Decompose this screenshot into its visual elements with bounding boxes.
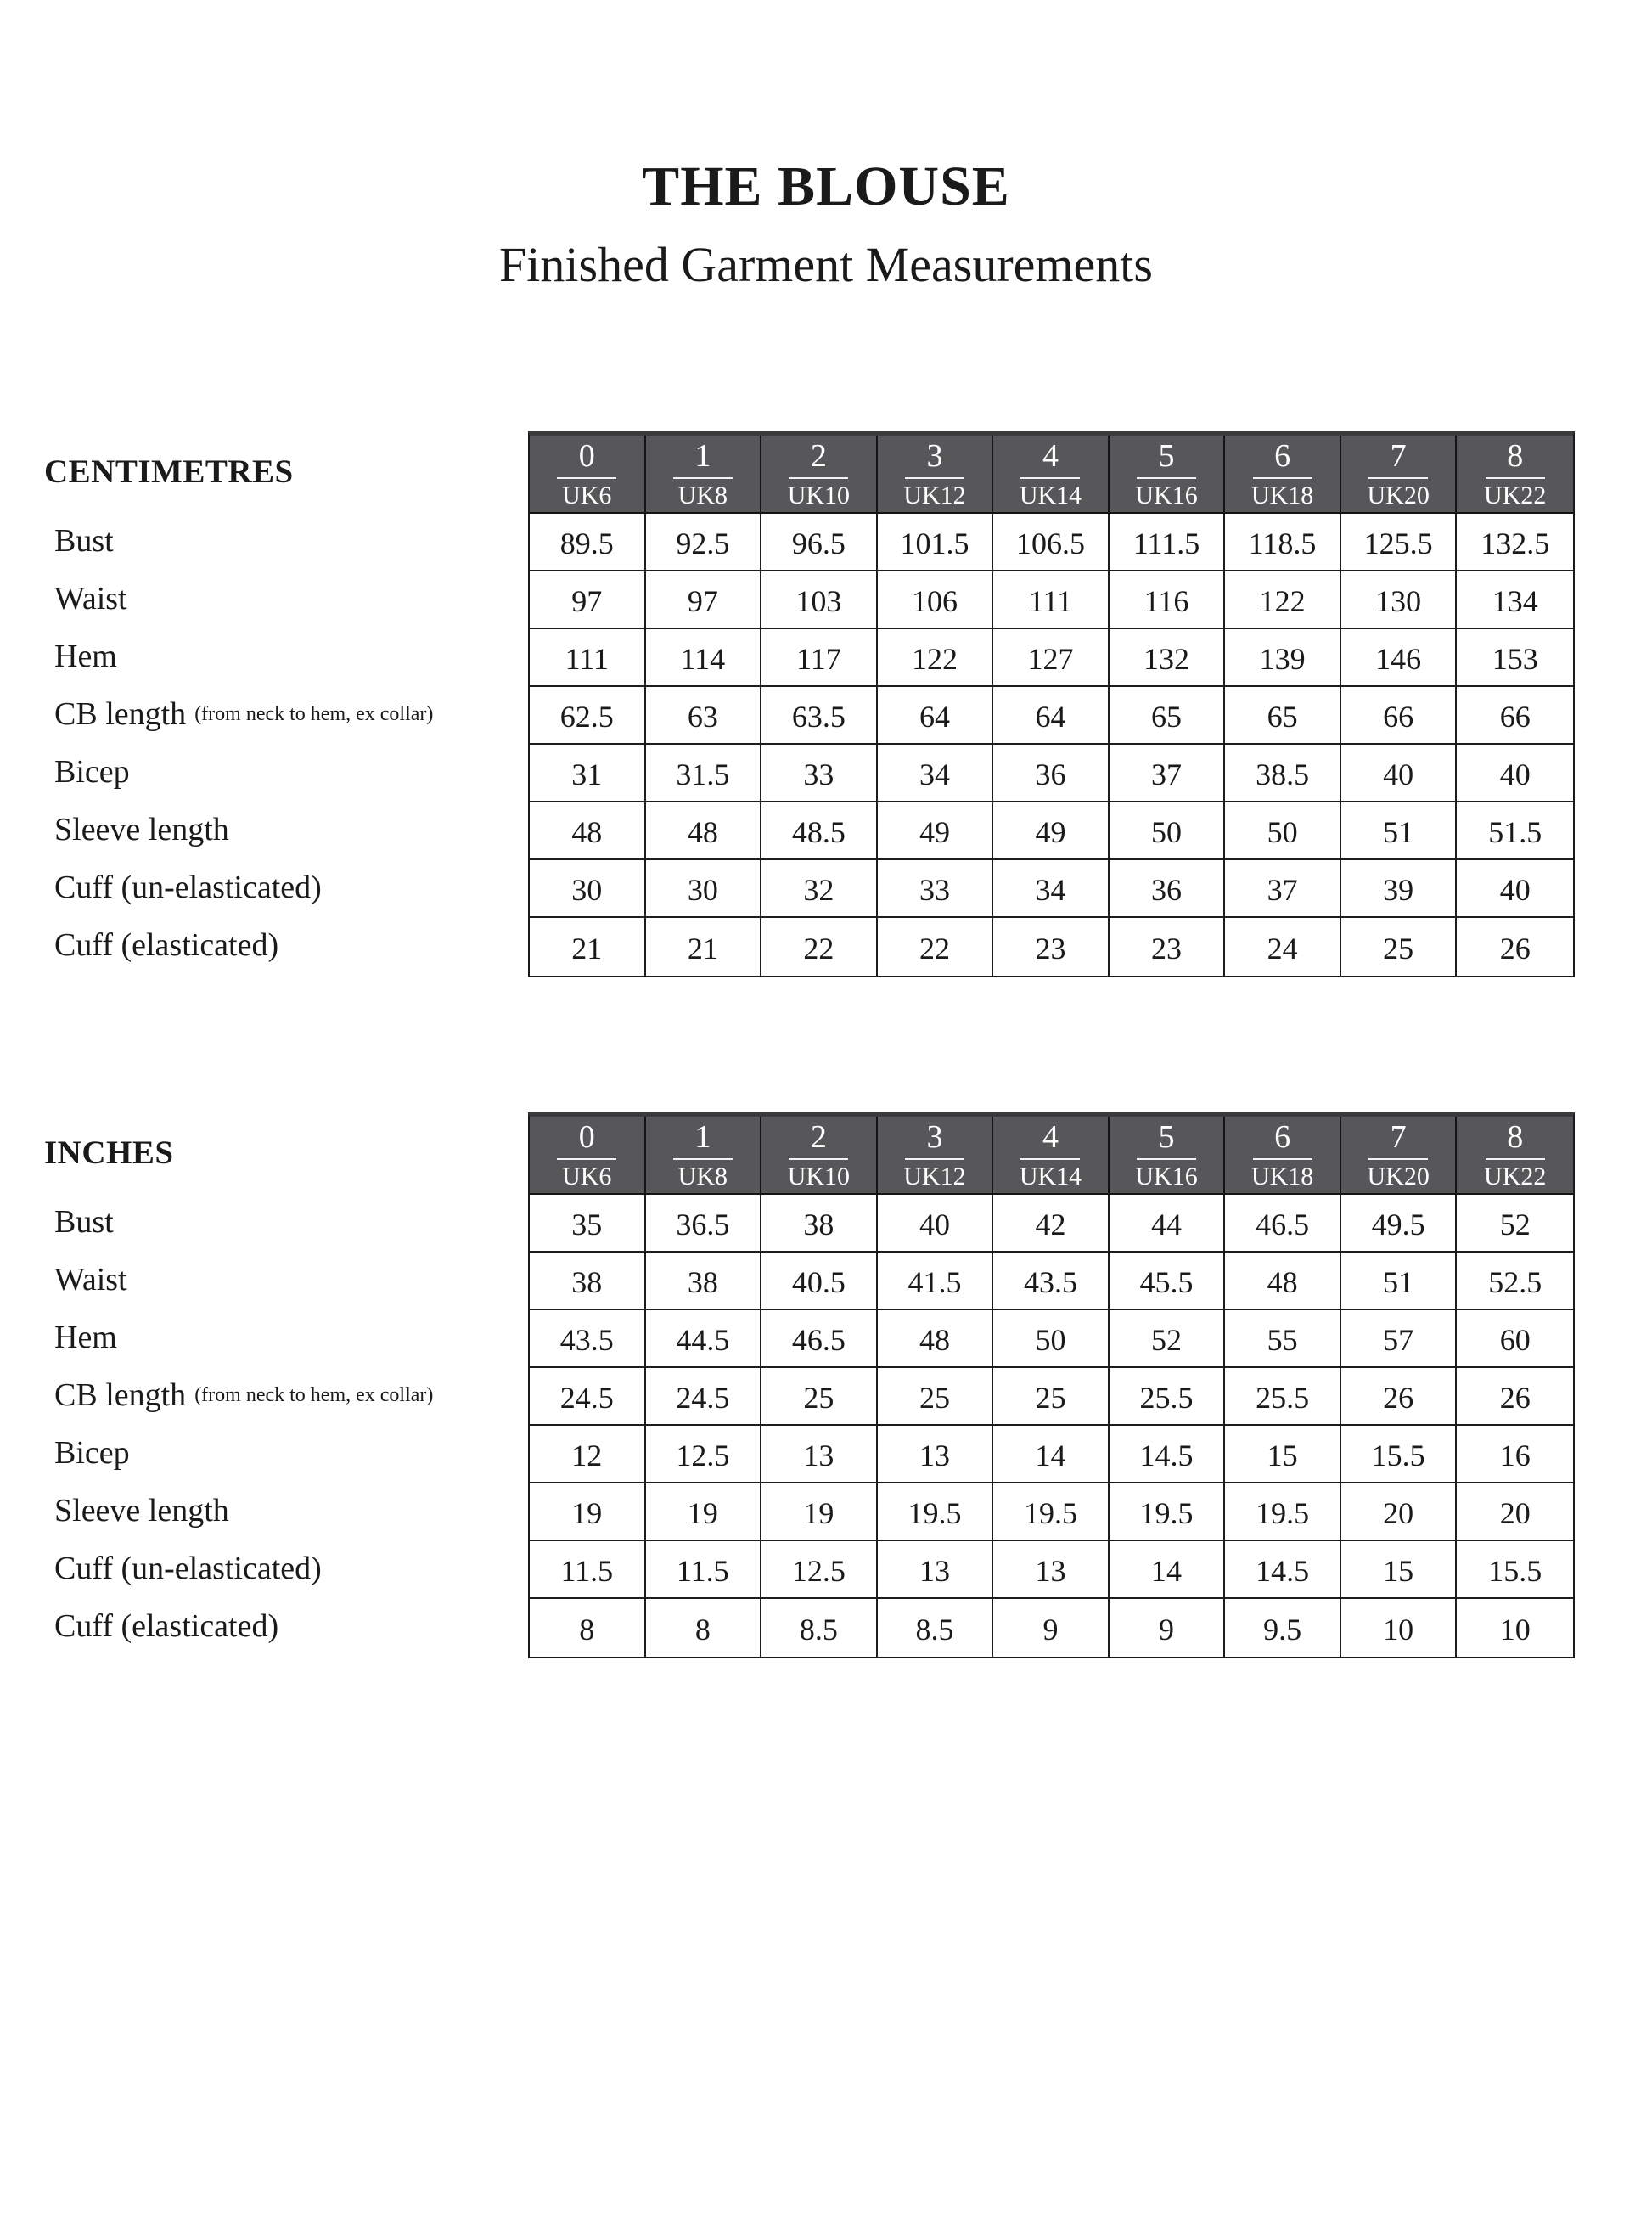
size-number: 0 bbox=[578, 437, 595, 474]
uk-size-label: UK12 bbox=[903, 1162, 966, 1191]
row-label-text: CB length bbox=[54, 1377, 187, 1413]
size-column-header bbox=[646, 436, 762, 514]
measurement-cell: 37 bbox=[1110, 745, 1226, 802]
row-label bbox=[0, 916, 528, 974]
measurement-cell: 26 bbox=[1499, 932, 1531, 965]
row-label bbox=[0, 1366, 528, 1424]
measurement-cell: 62.5 bbox=[530, 687, 646, 745]
measurement-cell: 50 bbox=[1110, 802, 1226, 860]
measurement-cell: 10 bbox=[1341, 1599, 1458, 1657]
size-column-header bbox=[646, 1117, 762, 1195]
uk-size-label: UK20 bbox=[1367, 1162, 1430, 1191]
uk-size-label: UK22 bbox=[1484, 1162, 1547, 1191]
measurement-cell: 13 bbox=[761, 1426, 878, 1483]
measurement-cell: 52 bbox=[1457, 1195, 1573, 1253]
measurement-cell: 38 bbox=[530, 1253, 646, 1310]
measurement-cell: 33 bbox=[878, 860, 994, 918]
fraction-bar bbox=[1368, 1158, 1428, 1160]
fraction-bar bbox=[557, 477, 616, 479]
measurement-cell: 31.5 bbox=[646, 745, 762, 802]
row-label-text: Bust bbox=[54, 1204, 114, 1240]
measurement-cell: 130 bbox=[1341, 571, 1458, 629]
measurement-cell: 12.5 bbox=[761, 1541, 878, 1599]
measurement-cell: 139 bbox=[1225, 629, 1341, 687]
measurement-cell: 40 bbox=[1457, 745, 1573, 802]
measurement-cell: 101.5 bbox=[878, 514, 994, 571]
measurement-cell: 14 bbox=[1110, 1541, 1226, 1599]
measurement-cell: 21 bbox=[646, 918, 762, 976]
measurement-cell: 46.5 bbox=[1225, 1195, 1341, 1253]
size-number: 2 bbox=[810, 437, 827, 474]
uk-size-label: UK22 bbox=[1484, 481, 1547, 509]
measurement-cell: 114 bbox=[646, 629, 762, 687]
measurement-cell: 34 bbox=[993, 860, 1110, 918]
size-number: 3 bbox=[926, 437, 943, 474]
measurement-cell: 43.5 bbox=[993, 1253, 1110, 1310]
row-label-text: Hem bbox=[54, 639, 117, 674]
measurement-cell: 89.5 bbox=[530, 514, 646, 571]
size-column-header bbox=[530, 1117, 646, 1195]
size-column-header bbox=[1225, 1117, 1341, 1195]
measurement-cell: 21 bbox=[530, 918, 646, 976]
measurement-cell: 57 bbox=[1341, 1310, 1458, 1368]
row-label-note: (from neck to hem, ex collar) bbox=[194, 702, 434, 725]
measurement-cell: 25 bbox=[993, 1368, 1110, 1426]
size-number: 5 bbox=[1158, 1118, 1175, 1155]
uk-size-label: UK20 bbox=[1367, 481, 1430, 509]
measurement-cell: 106.5 bbox=[993, 514, 1110, 571]
measurement-cell: 10 bbox=[1499, 1613, 1531, 1647]
measurement-cell: 64 bbox=[993, 687, 1110, 745]
measurement-cell: 132.5 bbox=[1457, 514, 1573, 571]
measurement-cell: 19 bbox=[530, 1483, 646, 1541]
size-column-header bbox=[993, 436, 1110, 514]
measurement-cell: 66 bbox=[1457, 687, 1573, 745]
measurement-cell: 48 bbox=[646, 802, 762, 860]
uk-size-label: UK16 bbox=[1135, 481, 1198, 509]
measurement-cell: 37 bbox=[1225, 860, 1341, 918]
measurement-cell: 51 bbox=[1341, 1253, 1458, 1310]
row-label-text: Cuff (elasticated) bbox=[54, 1608, 279, 1644]
uk-size-label: UK14 bbox=[1019, 1162, 1082, 1191]
fraction-bar bbox=[1137, 1158, 1196, 1160]
measurement-cell: 20 bbox=[1341, 1483, 1458, 1541]
measurement-cell: 13 bbox=[878, 1426, 994, 1483]
measurement-cell: 19 bbox=[761, 1483, 878, 1541]
measurement-cell: 14.5 bbox=[1225, 1541, 1341, 1599]
measurement-cell: 8.5 bbox=[761, 1599, 878, 1657]
size-number: 1 bbox=[694, 437, 711, 474]
measurement-cell: 42 bbox=[993, 1195, 1110, 1253]
measurement-cell: 40.5 bbox=[761, 1253, 878, 1310]
measurement-cell: 25.5 bbox=[1225, 1368, 1341, 1426]
measurement-cell: 32 bbox=[761, 860, 878, 918]
measurement-cell: 44 bbox=[1110, 1195, 1226, 1253]
measurement-cell: 122 bbox=[1225, 571, 1341, 629]
size-number: 6 bbox=[1274, 1118, 1291, 1155]
row-label-text: Sleeve length bbox=[54, 1493, 229, 1528]
uk-size-label: UK6 bbox=[562, 481, 612, 509]
measurement-cell: 36 bbox=[993, 745, 1110, 802]
section-label-centimetres: CENTIMETRES bbox=[44, 453, 294, 490]
measurement-cell: 9 bbox=[993, 1599, 1110, 1657]
measurement-cell: 15 bbox=[1341, 1541, 1458, 1599]
uk-size-label: UK18 bbox=[1250, 1162, 1314, 1191]
measurement-cell: 23 bbox=[993, 918, 1110, 976]
row-label-text: Bicep bbox=[54, 754, 130, 790]
measurement-cell: 132 bbox=[1110, 629, 1226, 687]
inches-row-labels bbox=[0, 1193, 528, 1655]
measurement-cell: 19.5 bbox=[993, 1483, 1110, 1541]
size-column-header bbox=[878, 1117, 994, 1195]
measurement-cell: 13 bbox=[993, 1541, 1110, 1599]
measurement-cell: 34 bbox=[878, 745, 994, 802]
fraction-bar bbox=[557, 1158, 616, 1160]
size-column-header bbox=[1110, 1117, 1226, 1195]
measurement-cell: 97 bbox=[646, 571, 762, 629]
size-number: 7 bbox=[1390, 437, 1407, 474]
row-label bbox=[0, 512, 528, 570]
measurement-cell: 65 bbox=[1110, 687, 1226, 745]
measurement-cell: 35 bbox=[530, 1195, 646, 1253]
page-title: THE BLOUSE bbox=[642, 155, 1010, 217]
uk-size-label: UK16 bbox=[1135, 1162, 1198, 1191]
size-number: 1 bbox=[694, 1118, 711, 1155]
measurement-cell: 19.5 bbox=[1110, 1483, 1226, 1541]
centimetres-table bbox=[528, 431, 1575, 977]
size-number: 5 bbox=[1158, 437, 1175, 474]
measurement-cell: 111 bbox=[993, 571, 1110, 629]
fraction-bar bbox=[789, 1158, 848, 1160]
measurement-cell: 63 bbox=[646, 687, 762, 745]
centimetres-section bbox=[0, 431, 1652, 977]
row-label-text: CB length bbox=[54, 696, 187, 732]
measurement-cell: 33 bbox=[761, 745, 878, 802]
row-label-text: Bicep bbox=[54, 1435, 130, 1471]
measurement-cell: 153 bbox=[1457, 629, 1573, 687]
fraction-bar bbox=[1368, 477, 1428, 479]
measurement-cell: 19.5 bbox=[878, 1483, 994, 1541]
inches-section bbox=[0, 1112, 1652, 1658]
measurement-cell: 19 bbox=[646, 1483, 762, 1541]
measurement-cell: 36 bbox=[1110, 860, 1226, 918]
measurement-cell: 15.5 bbox=[1457, 1541, 1573, 1599]
measurement-cell: 8 bbox=[646, 1599, 762, 1657]
size-number: 4 bbox=[1042, 1118, 1059, 1155]
measurement-cell: 16 bbox=[1457, 1426, 1573, 1483]
measurement-cell: 14 bbox=[993, 1426, 1110, 1483]
section-label-inches: INCHES bbox=[44, 1134, 174, 1171]
size-column-header bbox=[878, 436, 994, 514]
row-label bbox=[0, 685, 528, 743]
uk-size-label: UK8 bbox=[677, 1162, 728, 1191]
measurement-cell: 48 bbox=[530, 802, 646, 860]
size-number: 4 bbox=[1042, 437, 1059, 474]
measurement-cell: 30 bbox=[646, 860, 762, 918]
measurement-cell: 12 bbox=[530, 1426, 646, 1483]
measurement-cell: 22 bbox=[878, 918, 994, 976]
measurement-cell: 92.5 bbox=[646, 514, 762, 571]
size-column-header bbox=[530, 436, 646, 514]
row-label-note: (from neck to hem, ex collar) bbox=[194, 1383, 434, 1406]
measurement-cell: 8.5 bbox=[878, 1599, 994, 1657]
size-column-header bbox=[1341, 1117, 1458, 1195]
measurement-cell: 46.5 bbox=[761, 1310, 878, 1368]
measurement-cell: 66 bbox=[1341, 687, 1458, 745]
measurement-cell: 9 bbox=[1110, 1599, 1226, 1657]
measurement-cell: 41.5 bbox=[878, 1253, 994, 1310]
row-label bbox=[0, 1482, 528, 1540]
measurement-cell: 51.5 bbox=[1457, 802, 1573, 860]
centimetres-labels-column bbox=[0, 431, 528, 974]
measurement-cell: 11.5 bbox=[646, 1541, 762, 1599]
measurement-cell: 9.5 bbox=[1225, 1599, 1341, 1657]
inches-table bbox=[528, 1112, 1575, 1658]
uk-size-label: UK18 bbox=[1250, 481, 1314, 509]
uk-size-label: UK12 bbox=[903, 481, 966, 509]
measurement-cell: 48 bbox=[878, 1310, 994, 1368]
measurement-cell: 24 bbox=[1225, 918, 1341, 976]
row-label-text: Bust bbox=[54, 523, 114, 559]
measurement-cell: 111.5 bbox=[1110, 514, 1226, 571]
measurement-cell: 49 bbox=[878, 802, 994, 860]
fraction-bar bbox=[1486, 1158, 1545, 1160]
fraction-bar bbox=[673, 477, 733, 479]
size-number: 2 bbox=[810, 1118, 827, 1155]
uk-size-label: UK6 bbox=[562, 1162, 612, 1191]
size-column-header bbox=[1457, 1117, 1573, 1195]
uk-size-label: UK10 bbox=[787, 1162, 851, 1191]
uk-size-label: UK14 bbox=[1019, 481, 1082, 509]
measurement-cell: 117 bbox=[761, 629, 878, 687]
size-column-header bbox=[1341, 436, 1458, 514]
fraction-bar bbox=[1137, 477, 1196, 479]
measurement-cell: 40 bbox=[1341, 745, 1458, 802]
row-label bbox=[0, 858, 528, 916]
row-label bbox=[0, 628, 528, 685]
size-number: 3 bbox=[926, 1118, 943, 1155]
measurement-cell: 25.5 bbox=[1110, 1368, 1226, 1426]
page-subtitle: Finished Garment Measurements bbox=[499, 237, 1153, 292]
fraction-bar bbox=[1020, 477, 1080, 479]
size-column-header bbox=[761, 1117, 878, 1195]
measurement-cell: 31 bbox=[530, 745, 646, 802]
measurement-cell: 52 bbox=[1110, 1310, 1226, 1368]
measurement-cell: 38.5 bbox=[1225, 745, 1341, 802]
uk-size-label: UK10 bbox=[787, 481, 851, 509]
measurement-cell: 25 bbox=[1341, 918, 1458, 976]
fraction-bar bbox=[1486, 477, 1545, 479]
measurement-cell: 48 bbox=[1225, 1253, 1341, 1310]
measurement-cell: 25 bbox=[761, 1368, 878, 1426]
centimetres-row-labels bbox=[0, 512, 528, 974]
row-label bbox=[0, 743, 528, 801]
row-label bbox=[0, 1251, 528, 1309]
row-label-text: Waist bbox=[54, 581, 127, 616]
fraction-bar bbox=[1020, 1158, 1080, 1160]
fraction-bar bbox=[673, 1158, 733, 1160]
row-label bbox=[0, 1424, 528, 1482]
inches-labels-column bbox=[0, 1112, 528, 1655]
measurement-cell: 45.5 bbox=[1110, 1253, 1226, 1310]
measurement-cell: 38 bbox=[646, 1253, 762, 1310]
measurement-cell: 106 bbox=[878, 571, 994, 629]
measurement-cell: 43.5 bbox=[530, 1310, 646, 1368]
size-number: 0 bbox=[578, 1118, 595, 1155]
measurement-cell: 24.5 bbox=[646, 1368, 762, 1426]
measurement-cell: 20 bbox=[1457, 1483, 1573, 1541]
row-label bbox=[0, 1597, 528, 1655]
fraction-bar bbox=[905, 1158, 964, 1160]
measurement-cell: 49 bbox=[993, 802, 1110, 860]
measurement-cell: 122 bbox=[878, 629, 994, 687]
uk-size-label: UK8 bbox=[677, 481, 728, 509]
measurement-cell: 24.5 bbox=[530, 1368, 646, 1426]
measurement-cell: 11.5 bbox=[530, 1541, 646, 1599]
row-label bbox=[0, 1540, 528, 1597]
measurement-cell: 22 bbox=[761, 918, 878, 976]
row-label bbox=[0, 570, 528, 628]
size-column-header bbox=[761, 436, 878, 514]
measurement-cell: 15 bbox=[1225, 1426, 1341, 1483]
fraction-bar bbox=[1253, 1158, 1312, 1160]
measurement-cell: 111 bbox=[530, 629, 646, 687]
row-label-text: Waist bbox=[54, 1262, 127, 1298]
measurement-cell: 13 bbox=[878, 1541, 994, 1599]
measurement-cell: 44.5 bbox=[646, 1310, 762, 1368]
measurement-cell: 15.5 bbox=[1341, 1426, 1458, 1483]
size-number: 8 bbox=[1507, 1118, 1524, 1155]
measurement-cell: 103 bbox=[761, 571, 878, 629]
measurement-cell: 40 bbox=[878, 1195, 994, 1253]
row-label bbox=[0, 1193, 528, 1251]
size-number: 6 bbox=[1274, 437, 1291, 474]
measurement-cell: 26 bbox=[1457, 1368, 1573, 1426]
row-label-text: Sleeve length bbox=[54, 812, 229, 847]
measurement-cell: 127 bbox=[993, 629, 1110, 687]
measurement-cell: 65 bbox=[1225, 687, 1341, 745]
measurement-cell: 63.5 bbox=[761, 687, 878, 745]
size-number: 7 bbox=[1390, 1118, 1407, 1155]
measurement-cell: 38 bbox=[761, 1195, 878, 1253]
row-label bbox=[0, 1309, 528, 1366]
measurement-cell: 12.5 bbox=[646, 1426, 762, 1483]
measurement-cell: 49.5 bbox=[1341, 1195, 1458, 1253]
measurement-cell: 64 bbox=[878, 687, 994, 745]
measurement-cell: 39 bbox=[1341, 860, 1458, 918]
measurement-cell: 8 bbox=[530, 1599, 646, 1657]
measurement-cell: 19.5 bbox=[1225, 1483, 1341, 1541]
measurement-cell: 30 bbox=[530, 860, 646, 918]
measurement-cell: 146 bbox=[1341, 629, 1458, 687]
row-label-text: Cuff (elasticated) bbox=[54, 927, 279, 963]
size-column-header bbox=[1457, 436, 1573, 514]
row-label-text: Cuff (un-elasticated) bbox=[54, 870, 322, 905]
size-column-header bbox=[1225, 436, 1341, 514]
measurement-cell: 14.5 bbox=[1110, 1426, 1226, 1483]
measurement-cell: 118.5 bbox=[1225, 514, 1341, 571]
measurement-cell: 52.5 bbox=[1457, 1253, 1573, 1310]
measurement-cell: 40 bbox=[1457, 860, 1573, 918]
size-column-header bbox=[993, 1117, 1110, 1195]
row-label-text: Hem bbox=[54, 1320, 117, 1355]
measurement-cell: 50 bbox=[1225, 802, 1341, 860]
measurement-cell: 26 bbox=[1341, 1368, 1458, 1426]
measurement-cell: 50 bbox=[993, 1310, 1110, 1368]
measurement-cell: 125.5 bbox=[1341, 514, 1458, 571]
measurement-cell: 116 bbox=[1110, 571, 1226, 629]
measurement-cell: 96.5 bbox=[761, 514, 878, 571]
row-label bbox=[0, 801, 528, 858]
measurement-cell: 36.5 bbox=[646, 1195, 762, 1253]
measurement-cell: 134 bbox=[1457, 571, 1573, 629]
fraction-bar bbox=[905, 477, 964, 479]
size-column-header bbox=[1110, 436, 1226, 514]
fraction-bar bbox=[1253, 477, 1312, 479]
measurement-cell: 23 bbox=[1110, 918, 1226, 976]
measurement-cell: 55 bbox=[1225, 1310, 1341, 1368]
measurement-cell: 60 bbox=[1457, 1310, 1573, 1368]
measurement-cell: 51 bbox=[1341, 802, 1458, 860]
fraction-bar bbox=[789, 477, 848, 479]
row-label-text: Cuff (un-elasticated) bbox=[54, 1551, 322, 1586]
measurement-cell: 97 bbox=[530, 571, 646, 629]
size-number: 8 bbox=[1507, 437, 1524, 474]
measurement-cell: 25 bbox=[878, 1368, 994, 1426]
measurement-cell: 48.5 bbox=[761, 802, 878, 860]
